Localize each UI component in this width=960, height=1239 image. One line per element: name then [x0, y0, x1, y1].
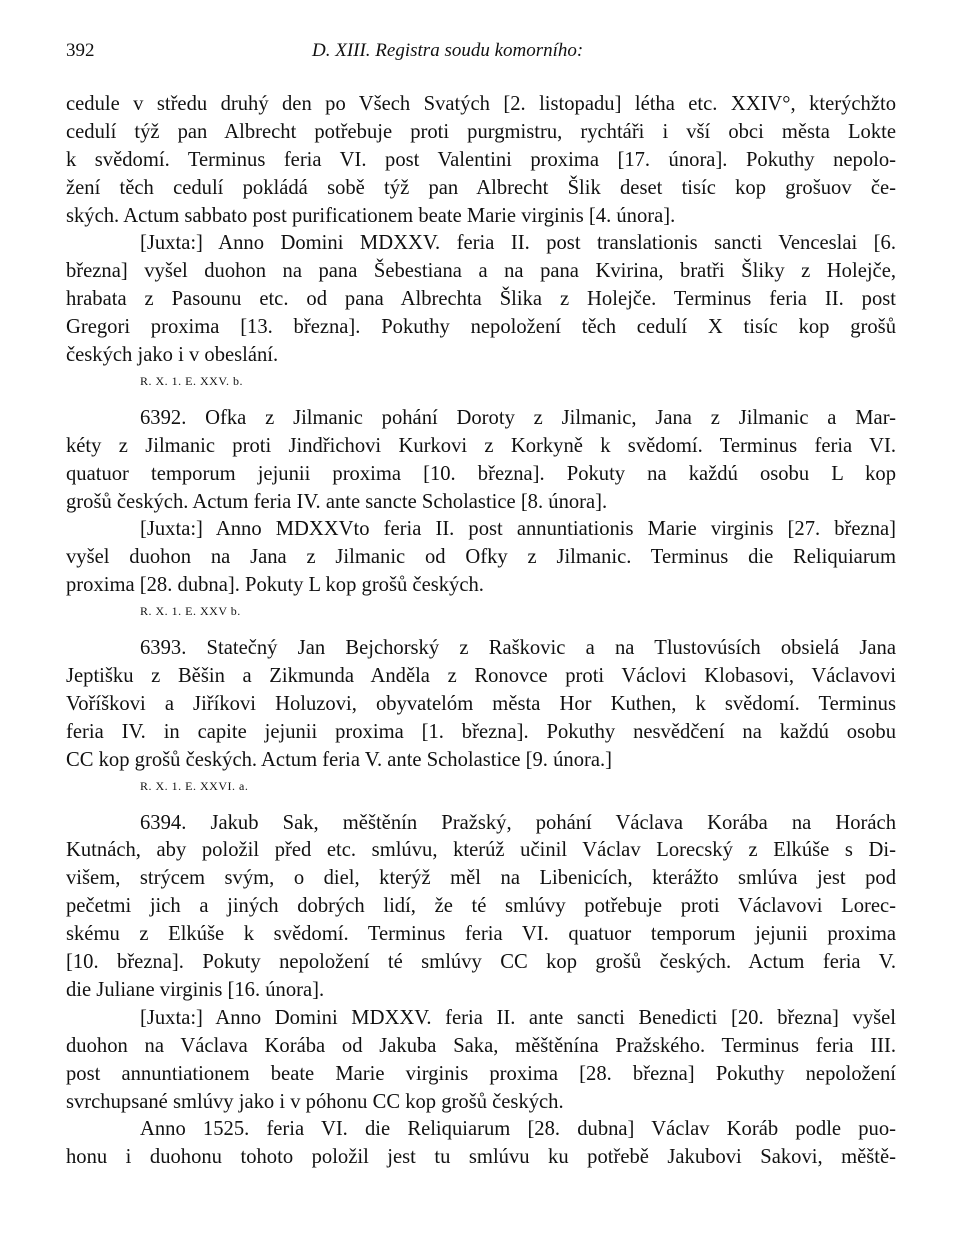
text-line: března] vyšel duohon na pana Šebestiana a na pana Kvirina, bratři Šliky z Holejče,: [66, 260, 896, 283]
text-line: honu i duohonu tohoto položil jest tu smlúvu ku potřebě Jakubovi Sakovi, měště-: [66, 1146, 896, 1169]
text-line: žení těch cedulí pokládá sobě týž pan Albrecht Šlik deset tisíc kop grošuov če-: [66, 176, 896, 199]
archival-signature: R. X. 1. E. XXV b.: [140, 604, 241, 619]
text-line: ských. Actum sabbato post purificationem beate Marie virginis [4. února].: [66, 204, 676, 227]
text-line: 6394. Jakub Sak, měštěnín Pražský, pohání Václava Korába na Horách: [140, 811, 896, 834]
text-line: pečetmi jich a jiných dobrých lidí, že té smlúvy potřebuje proti Václavovi Lorec-: [66, 895, 896, 918]
text-line: [Juxta:] Anno Domini MDXXV. feria II. post translationis sancti Venceslai [6.: [140, 232, 896, 255]
running-title: D. XIII. Registra soudu komorního:: [312, 40, 584, 61]
text-line: kéty z Jilmanic proti Jindřichovi Kurkovi z Korkyně k svědomí. Terminus feria VI.: [66, 434, 896, 457]
text-line: Voříškovi a Jiříkovi Holuzovi, obyvatelóm města Hor Kuthen, k svědomí. Terminus: [66, 692, 896, 715]
text-line: svrchupsané smlúvy jako i v póhonu CC kop grošů českých.: [66, 1090, 564, 1113]
text-line: 6393. Statečný Jan Bejchorský z Raškovic a na Tlustovúsích obsielá Jana: [140, 637, 896, 660]
text-line: hrabata z Pasounu etc. od pana Albrechta Šlika z Holejče. Terminus feria II. post: [66, 288, 896, 311]
entry-6392: [66, 405, 896, 517]
text-line: quatuor temporum jejunii proxima [10. března]. Pokuty na každú osobu L kop: [66, 462, 896, 485]
archival-signature: R. X. 1. E. XXV. b.: [140, 373, 243, 388]
page-body: [66, 91, 896, 1172]
text-line: vyšel duohon na Jana z Jilmanic od Ofky z Jilmanic. Terminus die Reliquiarum: [66, 546, 896, 569]
text-line: post annuntiationem beate Marie virginis proxima [28. března] Pokuthy nepoložení: [66, 1062, 896, 1085]
text-line: cedule v středu druhý den po Všech Svatých [2. listopadu] létha etc. XXIV°, kterýchžto: [66, 93, 896, 115]
text-line: CC kop grošů českých. Actum feria V. ante Scholastice [9. února.]: [66, 748, 612, 771]
entry-6394: [66, 810, 896, 1005]
text-line: [10. března]. Pokuty nepoložení té smlúvy CC kop grošů českých. Actum feria V.: [66, 951, 896, 974]
text-line: die Juliane virginis [16. února].: [66, 978, 325, 1001]
paragraph-juxta: [66, 230, 896, 369]
text-line: proxima [28. dubna]. Pokuty L kop grošů českých.: [66, 574, 484, 597]
text-line: feria IV. in capite jejunii proxima [1. března]. Pokuthy nesvědčení na každú osobu: [66, 720, 896, 743]
text-line: Anno 1525. feria VI. die Reliquiarum [28. dubna] Václav Koráb podle puo-: [140, 1118, 896, 1141]
archival-signature: R. X. 1. E. XXVI. a.: [140, 778, 249, 793]
text-line: duohon na Václava Korába od Jakuba Saka, měštěnína Pražského. Terminus feria III.: [66, 1034, 896, 1057]
text-line: cedulí týž pan Albrecht potřebuje proti purgmistru, rychtáři i vší obci města Lokte: [66, 120, 896, 143]
document-page: [66, 0, 896, 1239]
text-line: Gregori proxima [13. března]. Pokuthy nepoložení těch cedulí X tisíc kop grošů: [66, 316, 896, 339]
running-header: [66, 40, 896, 66]
text-line: [Juxta:] Anno MDXXVto feria II. post annuntiationis Marie virginis [27. března]: [140, 518, 896, 541]
text-line: višem, strýcem svým, o diel, kterýž měl na Libenicích, kterážto smlúva jest pod: [66, 867, 896, 890]
text-line: 6392. Ofka z Jilmanic pohání Doroty z Jilmanic, Jana z Jilmanic a Mar-: [140, 406, 896, 429]
paragraph-juxta: [66, 516, 896, 600]
page-number: 392: [66, 40, 95, 61]
text-line: grošů českých. Actum feria IV. ante sancte Scholastice [8. února].: [66, 490, 608, 513]
text-line: Jeptišku z Běšin a Zikmunda Anděla z Ronovce proti Václovi Klobasovi, Václavovi: [66, 665, 896, 688]
paragraph-anno: [66, 1116, 896, 1172]
text-line: skému z Elkúše k svědomí. Terminus feria VI. quatuor temporum jejunii proxima: [66, 923, 896, 946]
text-line: Kutnách, aby položil před etc. smlúvu, kterúž učinil Václav Lorecský z Elkúše s Di-: [66, 839, 896, 862]
text-line: českých jako i v obeslání.: [66, 344, 279, 367]
paragraph-juxta: [66, 1005, 896, 1117]
entry-6393: [66, 635, 896, 774]
text-line: k svědomí. Terminus feria VI. post Valentini proxima [17. února]. Pokuthy nepolo-: [66, 148, 896, 171]
paragraph-continuation: [66, 91, 896, 230]
text-line: [Juxta:] Anno Domini MDXXV. feria II. ante sancti Benedicti [20. března] vyšel: [140, 1006, 896, 1029]
